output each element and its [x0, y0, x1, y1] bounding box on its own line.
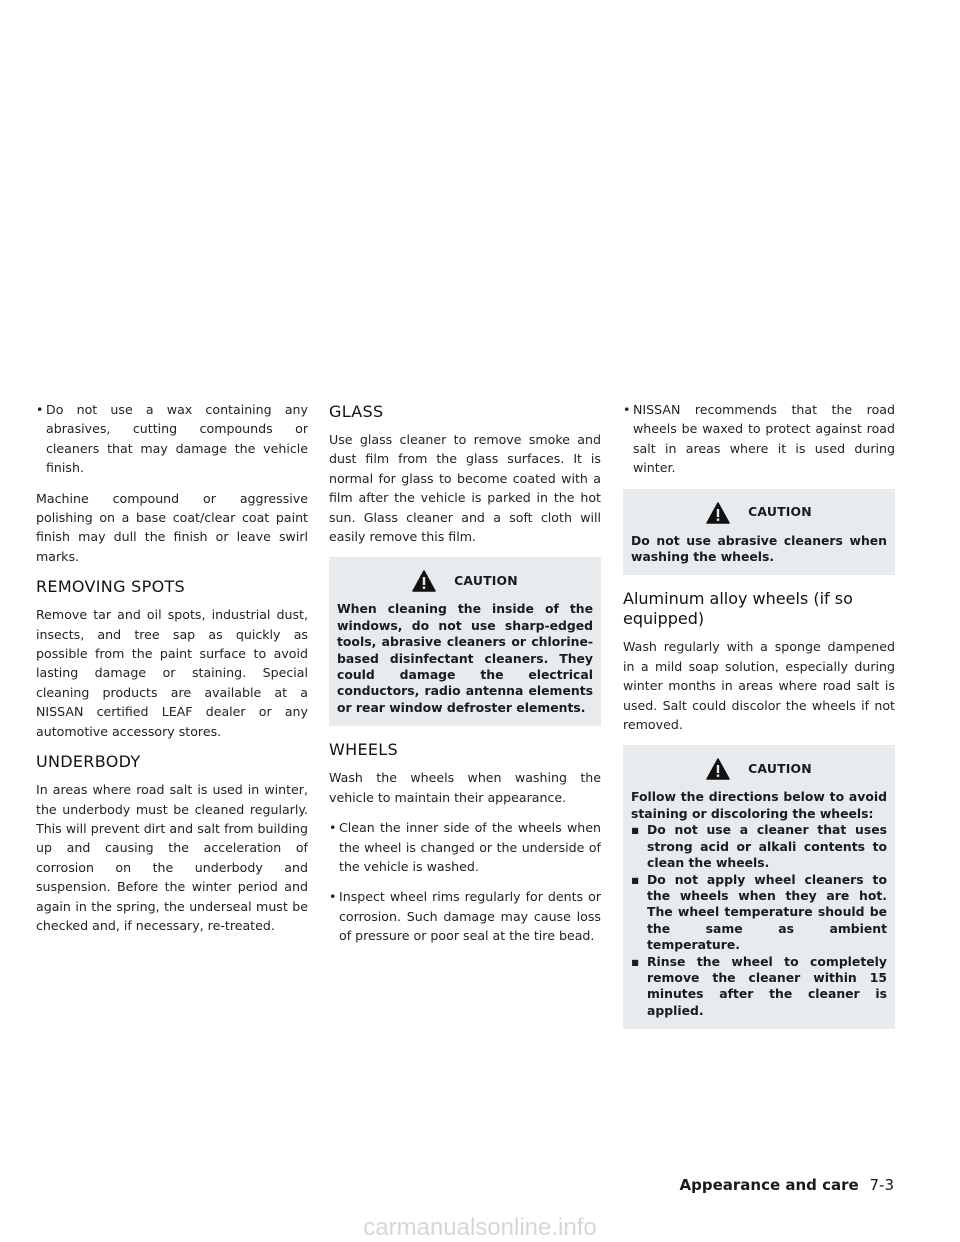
- footer-section-title: Appearance and care: [679, 1176, 859, 1194]
- heading-removing-spots: REMOVING SPOTS: [36, 577, 185, 597]
- warning-icon: [412, 570, 436, 592]
- caution-label: CAUTION: [748, 761, 812, 777]
- bullet-inspect-rims: • Inspect wheel rims regularly for dents or corrosion. Such damage may cause loss of pressure or poor seal at the tire bead.: [329, 887, 601, 945]
- heading-glass: GLASS: [329, 402, 384, 421]
- caution-item: ▪ Do not apply wheel cleaners to the wheels when they are hot. The wheel temperature should be the same as ambient temperature.: [631, 872, 887, 954]
- caution-text-glass: When cleaning the inside of the windows, do not use sharp-edged tools, abrasive cleaners or chlorine-based disinfectant cleaners. They could damage the electrical conductors, radio antenna elements or rear window defroster elements.: [337, 601, 593, 715]
- caution-item: ▪ Rinse the wheel to completely remove the cleaner within 15 minutes after the cleaner is applied.: [631, 954, 887, 1020]
- column-3: [623, 400, 895, 1041]
- caution-item: ▪ Do not use a cleaner that uses strong acid or alkali contents to clean the wheels.: [631, 822, 887, 871]
- para-underbody: In areas where road salt is used in winter, the underbody must be cleaned regularly. This will prevent dirt and salt from building up and causing the acceleration of corrosion on the underbody and suspension. Before the winter period and again in the spring, the underseal must be checked and, if necessary, re-treated.: [36, 782, 308, 933]
- heading-underbody: UNDERBODY: [36, 752, 141, 772]
- para-wheels: Wash the wheels when washing the vehicle to maintain their appearance.: [329, 770, 601, 805]
- para-machine-compound: Machine compound or aggressive polishing on a base coat/clear coat paint finish may dull the finish or leave swirl marks.: [36, 490, 308, 564]
- para-aluminum-alloy: Wash regularly with a sponge dampened in a mild soap solution, especially during winter months in areas where road salt is used. Salt could discolor the wheels if not removed.: [623, 639, 895, 733]
- heading-aluminum-alloy: Aluminum alloy wheels (if so equipped): [623, 589, 853, 629]
- caution-list-alloy: [631, 822, 887, 1019]
- para-glass: Use glass cleaner to remove smoke and dust film from the glass surfaces. It is normal for glass to become coated with a film after the vehicle is parked in the hot sun. Glass cleaner and a soft cloth will easily remove this film.: [329, 432, 601, 545]
- page-footer: [680, 1176, 895, 1194]
- watermark: carmanualsonline.info: [363, 1214, 597, 1241]
- page-number: 7-3: [869, 1176, 894, 1194]
- para-removing-spots: Remove tar and oil spots, industrial dust, insects, and tree sap as quickly as possible from the paint surface to avoid lasting damage or staining. Special cleaning products are available at a NISSAN certified LEAF dealer or any automotive accessory stores.: [36, 607, 308, 739]
- caution-box-abrasive: [623, 489, 895, 576]
- caution-label: CAUTION: [748, 504, 812, 520]
- warning-icon: [706, 502, 730, 524]
- caution-box-glass: [329, 557, 601, 726]
- bullet-clean-inner: • Clean the inner side of the wheels when the wheel is changed or the underside of the vehicle is washed.: [329, 818, 601, 876]
- column-1: [36, 400, 308, 946]
- caution-label: CAUTION: [454, 573, 518, 589]
- bullet-wax-wheels: • NISSAN recommends that the road wheels be waxed to protect against road salt in areas where it is used during winter.: [623, 400, 895, 478]
- heading-wheels: WHEELS: [329, 740, 398, 760]
- warning-icon: [706, 758, 730, 780]
- bullet-wax: • Do not use a wax containing any abrasives, cutting compounds or cleaners that may damage the vehicle finish.: [36, 400, 308, 478]
- column-2: [329, 400, 601, 957]
- caution-intro-alloy: Follow the directions below to avoid staining or discoloring the wheels:: [631, 789, 887, 821]
- caution-box-alloy: [623, 745, 895, 1029]
- caution-text-abrasive: Do not use abrasive cleaners when washing the wheels.: [631, 532, 887, 565]
